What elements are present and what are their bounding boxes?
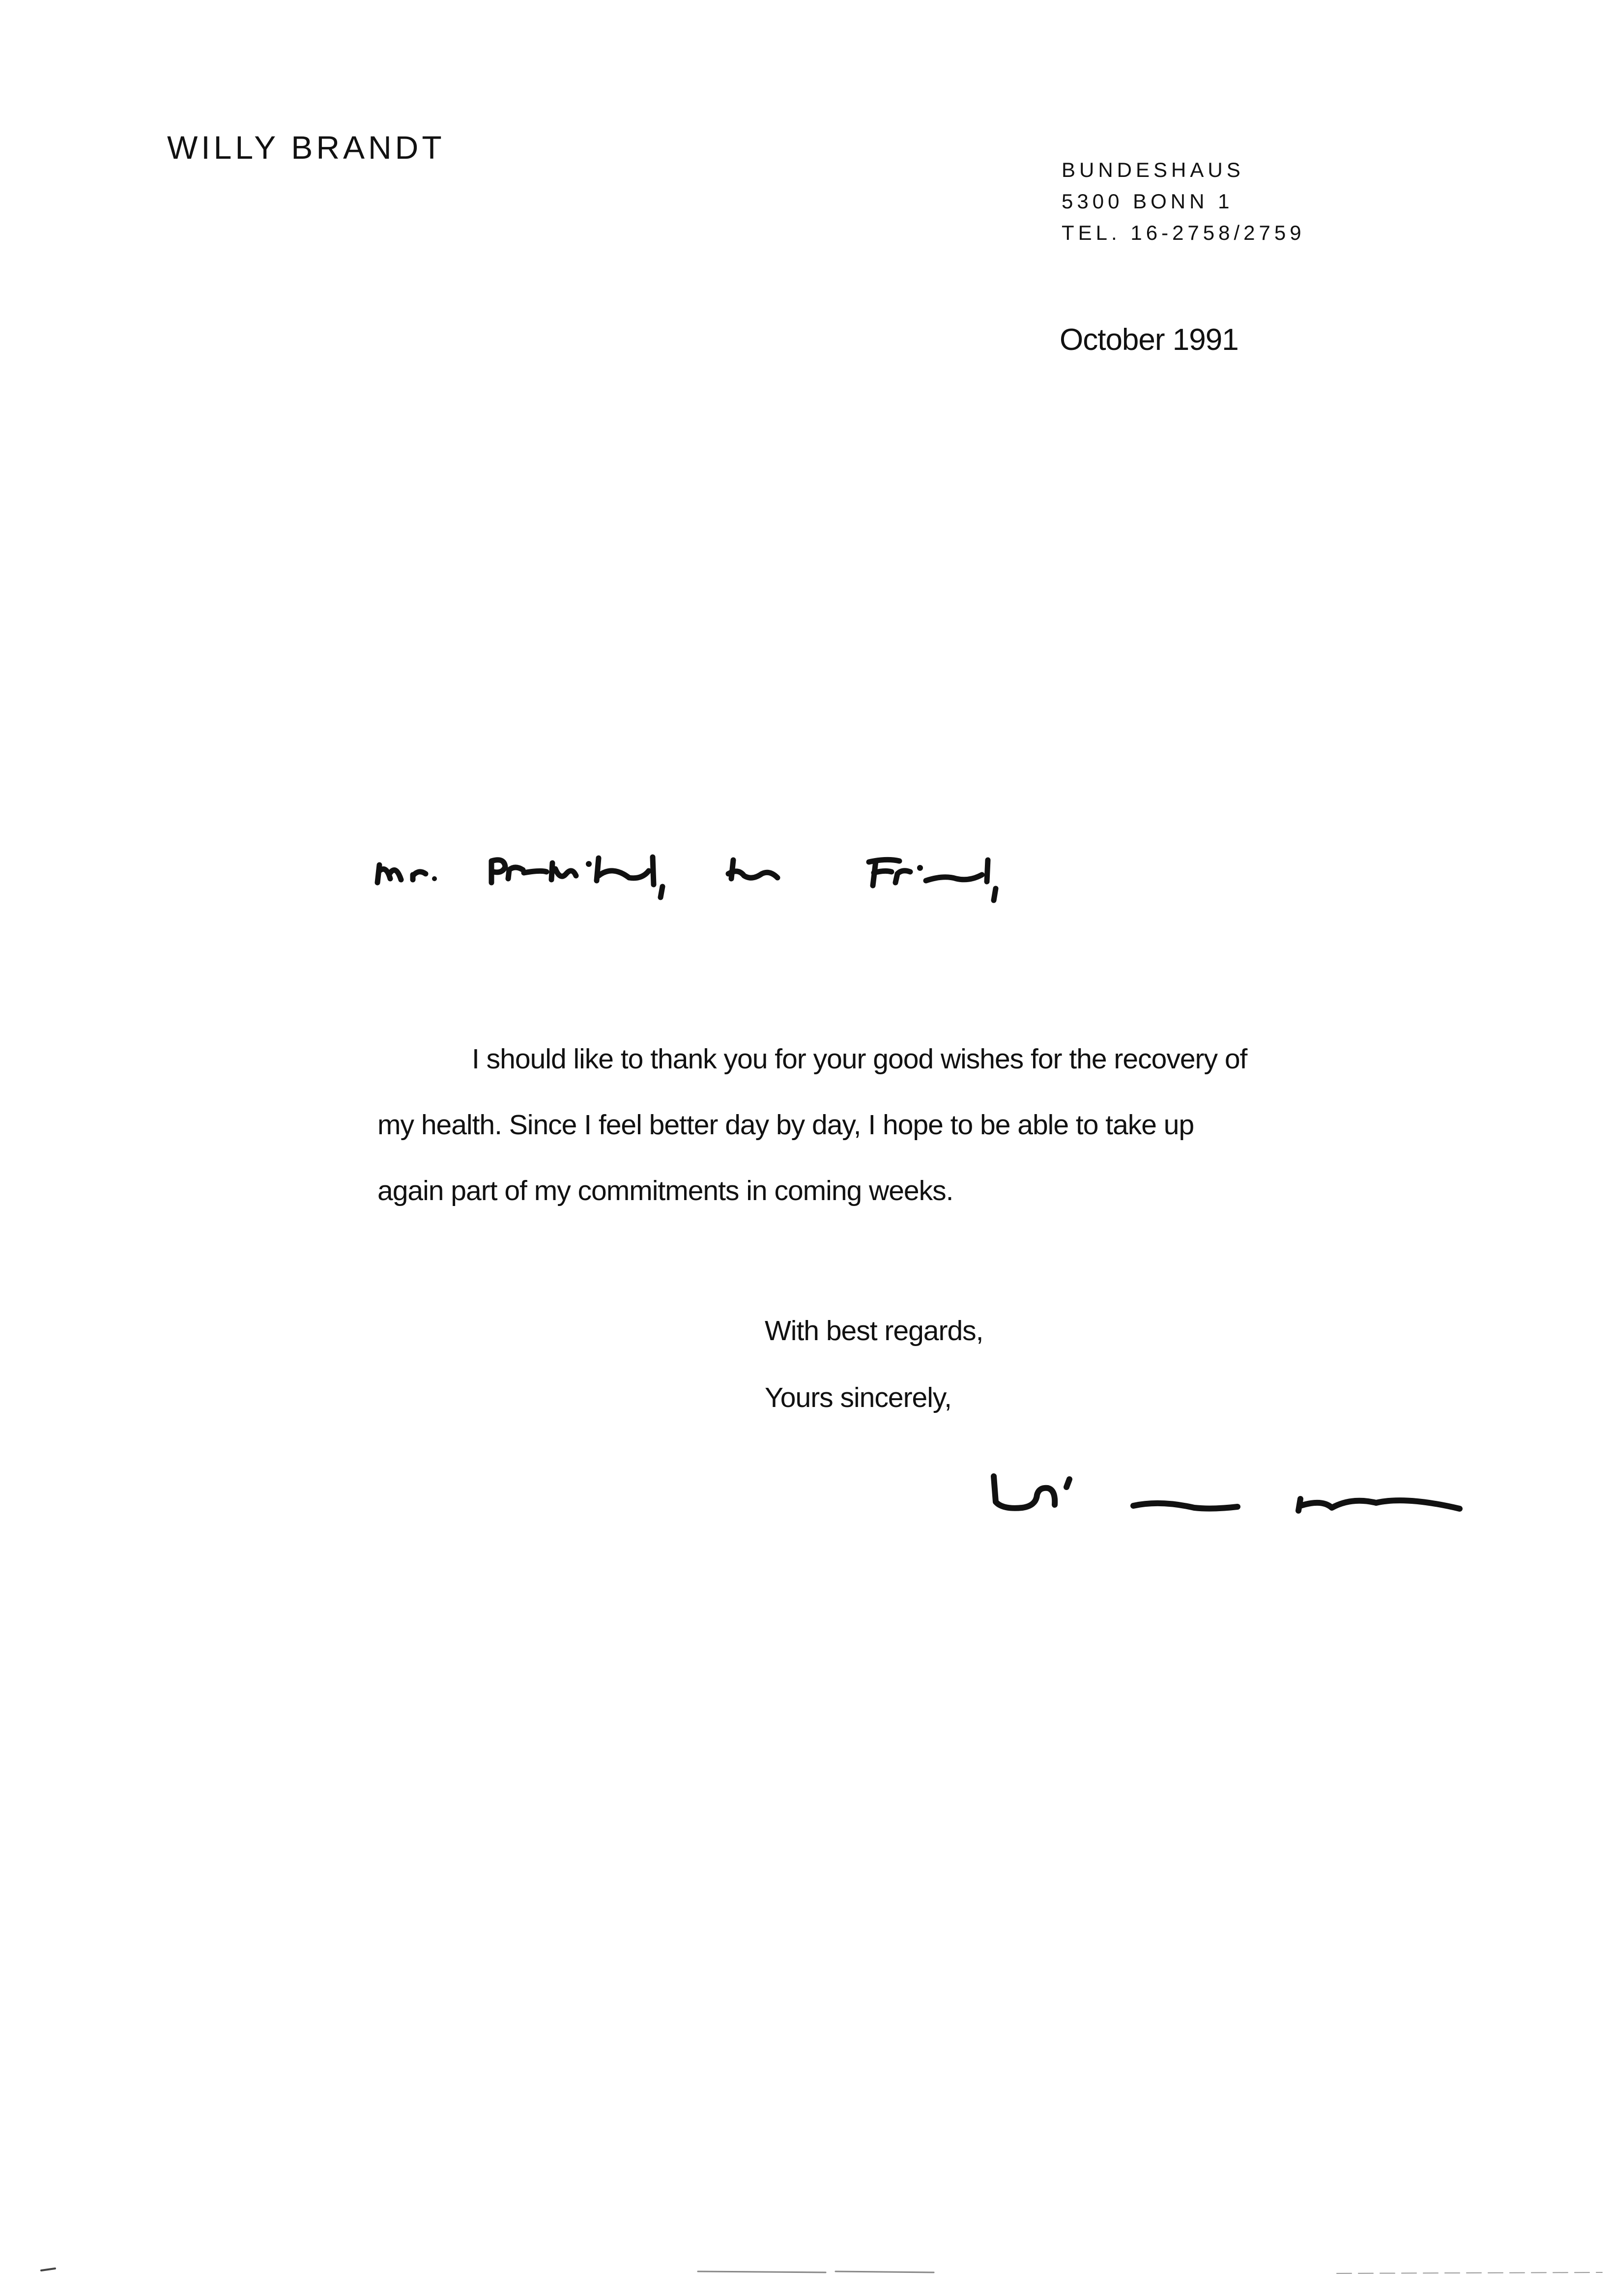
handwritten-signature xyxy=(988,1464,1469,1538)
address-line: BUNDESHAUS xyxy=(1062,158,1244,181)
letter-closing xyxy=(765,1297,983,1431)
letter-date: October 1991 xyxy=(1060,323,1238,357)
closing-sincerely: Yours sincerely, xyxy=(765,1382,952,1413)
address-line: TEL. 16-2758/2759 xyxy=(1062,221,1305,244)
closing-regards: With best regards, xyxy=(765,1315,983,1347)
letterhead-address xyxy=(1062,154,1305,249)
letter-body: I should like to thank you for your good wishes for the recovery of my health. Since I feel better day by day, I hope to be able to take up again part of my commitments in coming weeks. xyxy=(377,1043,1247,1206)
letterhead-name: WILLY BRANDT xyxy=(167,129,445,166)
scan-artifact xyxy=(0,2261,1612,2280)
handwritten-salutation xyxy=(374,850,1071,924)
address-line: 5300 BONN 1 xyxy=(1062,190,1234,213)
